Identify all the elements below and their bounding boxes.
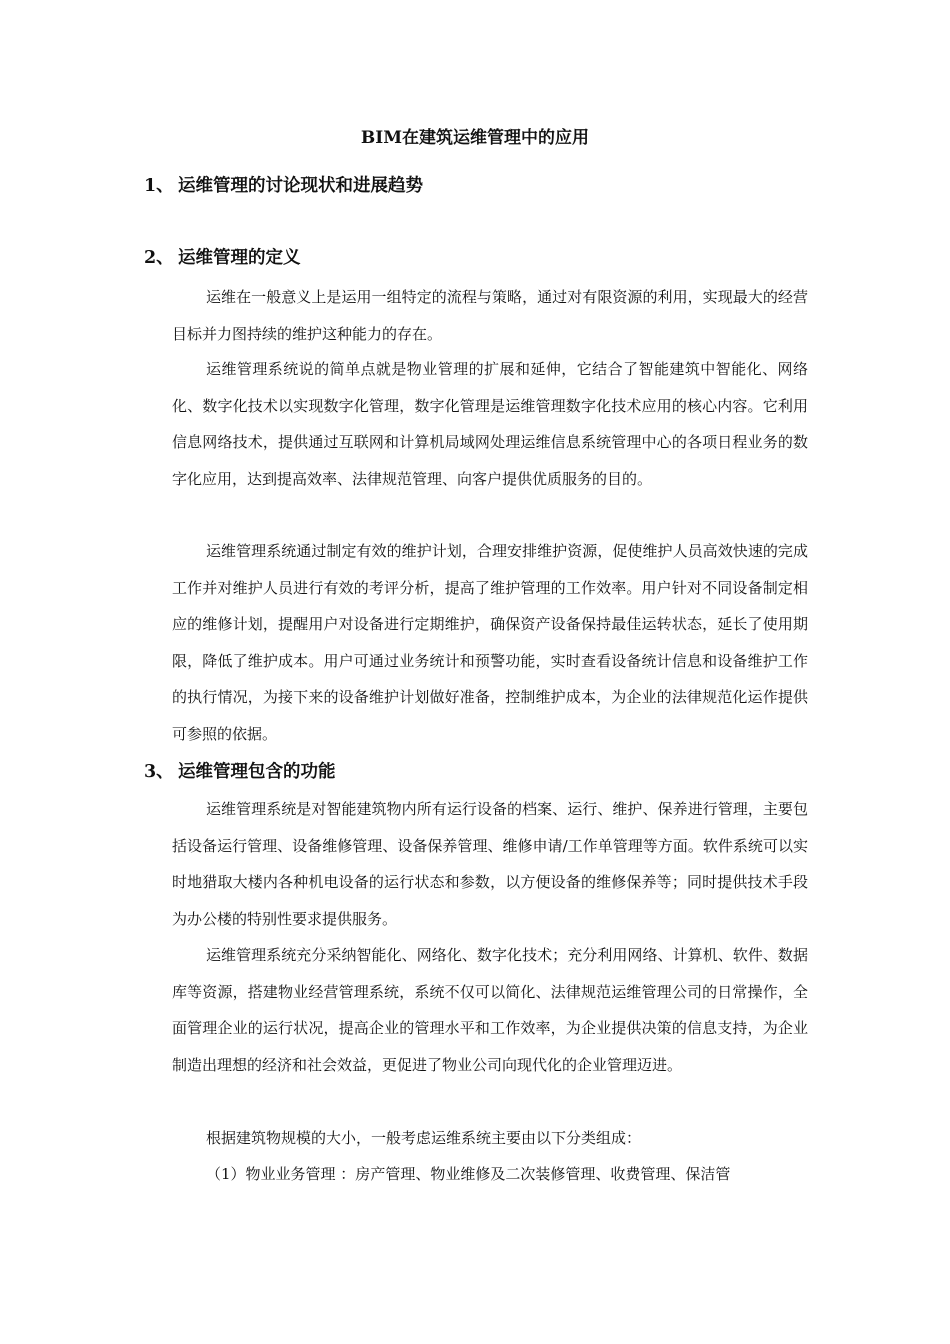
paragraph: （1）物业业务管理 ：房产管理、物业维修及二次装修管理、收费管理、保洁管 <box>206 1165 731 1183</box>
section-heading-text: 运维管理的讨论现状和进展趋势 <box>178 176 423 196</box>
section-heading-1 <box>144 172 423 200</box>
section-heading-text: 运维管理包含的功能 <box>178 762 336 782</box>
section-heading-text: 运维管理的定义 <box>178 248 301 268</box>
section-number: 2、 <box>144 248 174 268</box>
paragraph: 运维管理系统充分采纳智能化、网络化、数字化技术；充分利用网络、计算机、软件、数据库等资源，搭建物业经营管理系统，系统不仅可以简化、法律规范运维管理公司的日常操作，全面管理企业的运行状况，提高企业的管理水平和工作效率，为企业提供决策的信息支持，为企业制造出理想的经济和社会效益，更促进了物业公司向现代化的企业管理迈进。 <box>172 946 808 1074</box>
paragraph: 根据建筑物规模的大小，一般考虑运维系统主要由以下分类组成： <box>206 1129 642 1147</box>
section-heading-2 <box>144 244 301 272</box>
section-number: 1、 <box>144 176 174 196</box>
section-heading-3 <box>144 758 336 786</box>
paragraph: 运维在一般意义上是运用一组特定的流程与策略，通过对有限资源的利用，实现最大的经营目标并力图持续的维护这种能力的存在。 <box>172 288 808 343</box>
document-title: BIM在建筑运维管理中的应用 <box>360 128 590 148</box>
paragraph: 运维管理系统是对智能建筑物内所有运行设备的档案、运行、维护、保养进行管理，主要包括设备运行管理、设备维修管理、设备保养管理、维修申请/工作单管理等方面。软件系统可以实时地猎取大楼内各种机电设备的运行状态和参数，以方便设备的维修保养等；同时提供技术手段为办公楼的特别性要求提供服务。 <box>172 800 808 928</box>
paragraph: 运维管理系统说的简单点就是物业管理的扩展和延伸，它结合了智能建筑中智能化、网络化、数字化技术以实现数字化管理，数字化管理是运维管理数字化技术应用的核心内容。它利用信息网络技术，提供通过互联网和计算机局域网处理运维信息系统管理中心的各项日程业务的数字化应用，达到提高效率、法律规范管理、向客户提供优质服务的目的。 <box>172 360 808 488</box>
paragraph: 运维管理系统通过制定有效的维护计划，合理安排维护资源，促使维护人员高效快速的完成工作并对维护人员进行有效的考评分析，提高了维护管理的工作效率。用户针对不同设备制定相应的维修计划，提醒用户对设备进行定期维护，确保资产设备保持最佳运转状态，延长了使用期限，降低了维护成本。用户可通过业务统计和预警功能，实时查看设备统计信息和设备维护工作的执行情况，为接下来的设备维护计划做好准备，控制维护成本，为企业的法律规范化运作提供可参照的依据。 <box>172 542 808 743</box>
section-number: 3、 <box>144 762 174 782</box>
